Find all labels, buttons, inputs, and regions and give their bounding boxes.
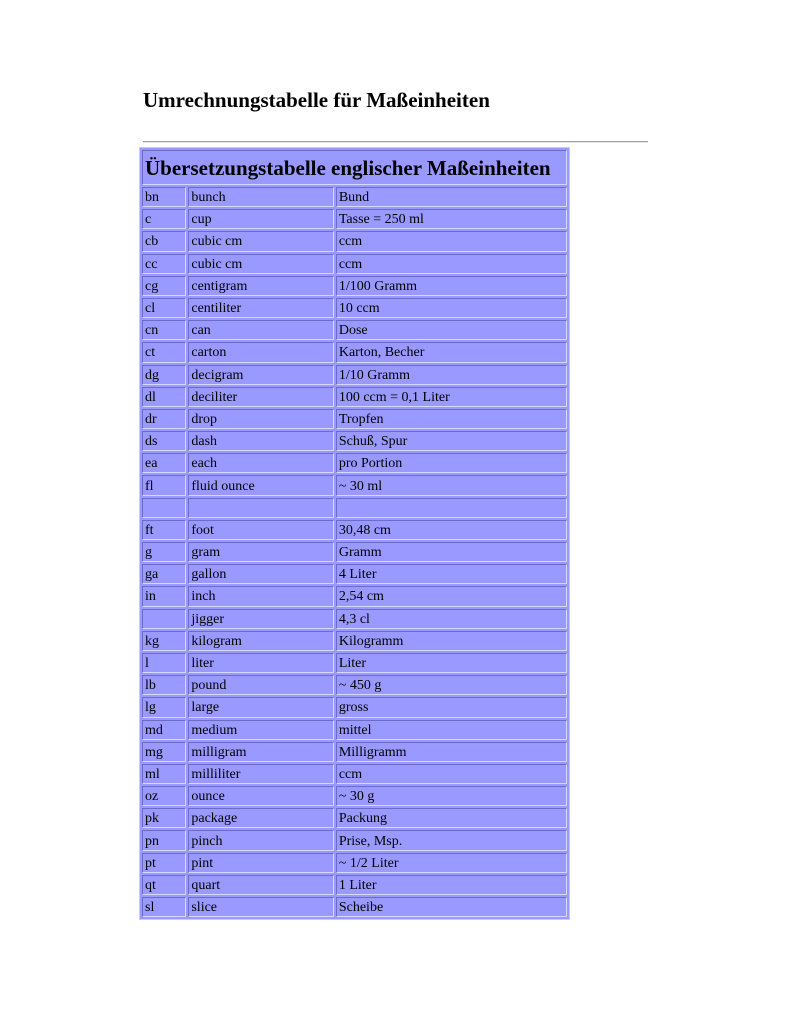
english-unit-cell: dash: [188, 431, 333, 451]
english-unit-cell: liter: [188, 653, 333, 673]
abbreviation-cell: lb: [142, 675, 186, 695]
german-translation-cell: ~ 30 g: [336, 786, 567, 806]
abbreviation-cell: dg: [142, 365, 186, 385]
english-unit-cell: milliliter: [188, 764, 333, 784]
table-row: [142, 320, 567, 340]
english-unit-cell: cup: [188, 209, 333, 229]
abbreviation-cell: ft: [142, 520, 186, 540]
table-row: [142, 498, 567, 518]
abbreviation-cell: cg: [142, 276, 186, 296]
page-title: Umrechnungstabelle für Maßeinheiten: [143, 88, 490, 112]
english-unit-cell: gram: [188, 542, 333, 562]
table-row: [142, 387, 567, 407]
english-unit-cell: pinch: [188, 830, 333, 850]
abbreviation-cell: ct: [142, 342, 186, 362]
table-row: [142, 298, 567, 318]
table-row: [142, 365, 567, 385]
abbreviation-cell: dr: [142, 409, 186, 429]
english-unit-cell: package: [188, 808, 333, 828]
german-translation-cell: Tasse = 250 ml: [336, 209, 567, 229]
table-row: [142, 586, 567, 606]
german-translation-cell: ccm: [336, 254, 567, 274]
table-row: [142, 475, 567, 495]
english-unit-cell: each: [188, 453, 333, 473]
table-row: [142, 209, 567, 229]
german-translation-cell: ~ 1/2 Liter: [336, 853, 567, 873]
abbreviation-cell: ds: [142, 431, 186, 451]
german-translation-cell: 4 Liter: [336, 564, 567, 584]
english-unit-cell: centigram: [188, 276, 333, 296]
table-row: [142, 187, 567, 207]
german-translation-cell: Gramm: [336, 542, 567, 562]
english-unit-cell: ounce: [188, 786, 333, 806]
english-unit-cell: cubic cm: [188, 231, 333, 251]
abbreviation-cell: lg: [142, 697, 186, 717]
german-translation-cell: Scheibe: [336, 897, 567, 917]
table-row: [142, 342, 567, 362]
english-unit-cell: slice: [188, 897, 333, 917]
english-unit-cell: gallon: [188, 564, 333, 584]
german-translation-cell: 4,3 cl: [336, 609, 567, 629]
table-row: [142, 431, 567, 451]
english-unit-cell: foot: [188, 520, 333, 540]
abbreviation-cell: cl: [142, 298, 186, 318]
german-translation-cell: Tropfen: [336, 409, 567, 429]
abbreviation-cell: l: [142, 653, 186, 673]
abbreviation-cell: pk: [142, 808, 186, 828]
unit-translation-table: [139, 147, 570, 920]
english-unit-cell: cubic cm: [188, 254, 333, 274]
german-translation-cell: mittel: [336, 720, 567, 740]
abbreviation-cell: kg: [142, 631, 186, 651]
abbreviation-cell: pt: [142, 853, 186, 873]
table-title: Übersetzungstabelle englischer Maßeinheiten: [142, 150, 567, 185]
english-unit-cell: can: [188, 320, 333, 340]
table-title-row: [142, 150, 567, 185]
abbreviation-cell: cc: [142, 254, 186, 274]
abbreviation-cell: in: [142, 586, 186, 606]
table-row: [142, 897, 567, 917]
german-translation-cell: 10 ccm: [336, 298, 567, 318]
english-unit-cell: centiliter: [188, 298, 333, 318]
table-row: [142, 697, 567, 717]
abbreviation-cell: g: [142, 542, 186, 562]
english-unit-cell: kilogram: [188, 631, 333, 651]
german-translation-cell: ~ 30 ml: [336, 475, 567, 495]
table-row: [142, 564, 567, 584]
table-row: [142, 231, 567, 251]
german-translation-cell: ccm: [336, 764, 567, 784]
table-row: [142, 453, 567, 473]
table-row: [142, 631, 567, 651]
table-row: [142, 764, 567, 784]
german-translation-cell: 30,48 cm: [336, 520, 567, 540]
table-row: [142, 786, 567, 806]
abbreviation-cell: [142, 498, 186, 518]
german-translation-cell: Bund: [336, 187, 567, 207]
table-row: [142, 653, 567, 673]
table-row: [142, 520, 567, 540]
table-row: [142, 609, 567, 629]
german-translation-cell: Milligramm: [336, 742, 567, 762]
german-translation-cell: pro Portion: [336, 453, 567, 473]
german-translation-cell: Dose: [336, 320, 567, 340]
english-unit-cell: quart: [188, 875, 333, 895]
abbreviation-cell: pn: [142, 830, 186, 850]
german-translation-cell: 1/10 Gramm: [336, 365, 567, 385]
table-row: [142, 409, 567, 429]
abbreviation-cell: c: [142, 209, 186, 229]
english-unit-cell: pound: [188, 675, 333, 695]
table-row: [142, 276, 567, 296]
english-unit-cell: fluid ounce: [188, 475, 333, 495]
abbreviation-cell: cn: [142, 320, 186, 340]
english-unit-cell: jigger: [188, 609, 333, 629]
english-unit-cell: bunch: [188, 187, 333, 207]
abbreviation-cell: ml: [142, 764, 186, 784]
english-unit-cell: deciliter: [188, 387, 333, 407]
abbreviation-cell: bn: [142, 187, 186, 207]
abbreviation-cell: ga: [142, 564, 186, 584]
abbreviation-cell: mg: [142, 742, 186, 762]
english-unit-cell: carton: [188, 342, 333, 362]
english-unit-cell: large: [188, 697, 333, 717]
german-translation-cell: 100 ccm = 0,1 Liter: [336, 387, 567, 407]
table-row: [142, 742, 567, 762]
english-unit-cell: pint: [188, 853, 333, 873]
german-translation-cell: [336, 498, 567, 518]
english-unit-cell: [188, 498, 333, 518]
english-unit-cell: medium: [188, 720, 333, 740]
german-translation-cell: Packung: [336, 808, 567, 828]
english-unit-cell: inch: [188, 586, 333, 606]
table-row: [142, 808, 567, 828]
table-row: [142, 720, 567, 740]
table-body: [142, 187, 567, 917]
abbreviation-cell: md: [142, 720, 186, 740]
german-translation-cell: ~ 450 g: [336, 675, 567, 695]
abbreviation-cell: fl: [142, 475, 186, 495]
german-translation-cell: Karton, Becher: [336, 342, 567, 362]
table-row: [142, 875, 567, 895]
german-translation-cell: Liter: [336, 653, 567, 673]
table-row: [142, 542, 567, 562]
german-translation-cell: 1/100 Gramm: [336, 276, 567, 296]
abbreviation-cell: oz: [142, 786, 186, 806]
horizontal-rule: [143, 141, 648, 143]
abbreviation-cell: cb: [142, 231, 186, 251]
german-translation-cell: ccm: [336, 231, 567, 251]
english-unit-cell: drop: [188, 409, 333, 429]
german-translation-cell: gross: [336, 697, 567, 717]
english-unit-cell: decigram: [188, 365, 333, 385]
abbreviation-cell: sl: [142, 897, 186, 917]
german-translation-cell: 1 Liter: [336, 875, 567, 895]
english-unit-cell: milligram: [188, 742, 333, 762]
table-row: [142, 853, 567, 873]
abbreviation-cell: ea: [142, 453, 186, 473]
german-translation-cell: 2,54 cm: [336, 586, 567, 606]
abbreviation-cell: qt: [142, 875, 186, 895]
abbreviation-cell: dl: [142, 387, 186, 407]
abbreviation-cell: [142, 609, 186, 629]
table-row: [142, 830, 567, 850]
german-translation-cell: Prise, Msp.: [336, 830, 567, 850]
table-row: [142, 675, 567, 695]
table-row: [142, 254, 567, 274]
german-translation-cell: Schuß, Spur: [336, 431, 567, 451]
german-translation-cell: Kilogramm: [336, 631, 567, 651]
